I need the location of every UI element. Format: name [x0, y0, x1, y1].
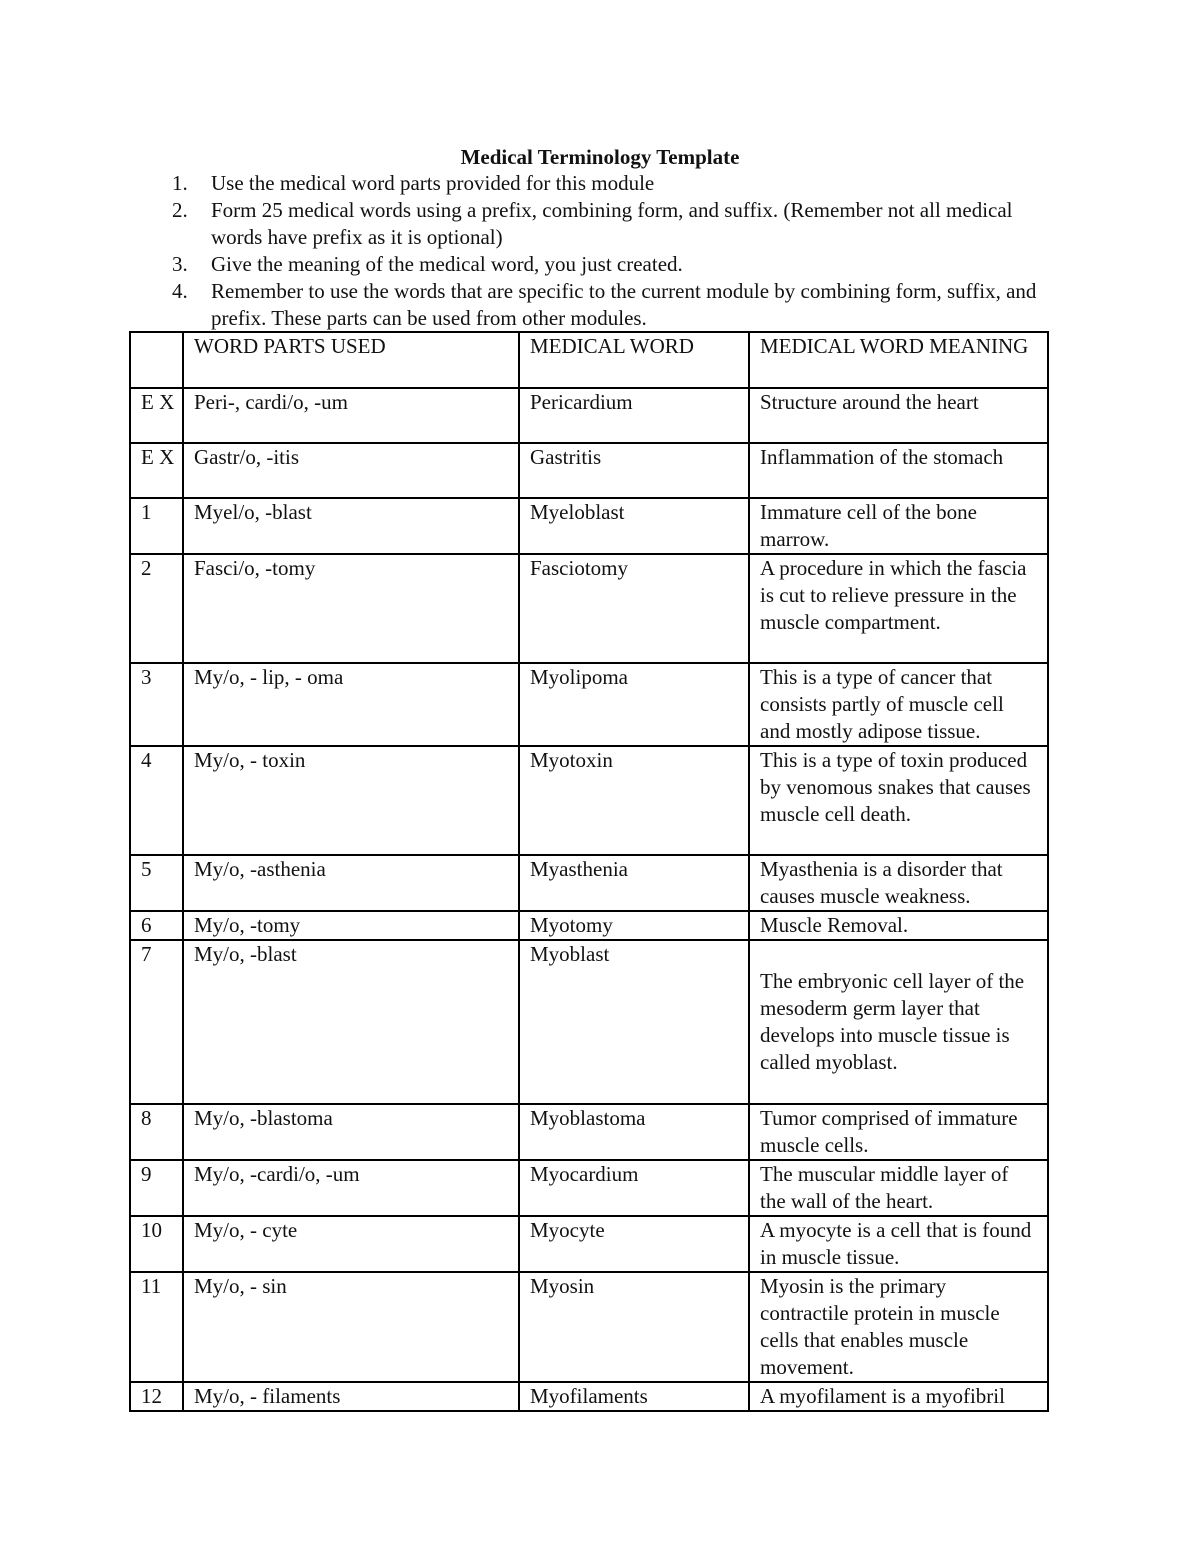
instruction-text: Remember to use the words that are specific to the current module by combining form, suffix, and prefix. These parts can be used from other modules. — [211, 279, 1037, 330]
instruction-number: 1. — [172, 171, 188, 195]
meaning-cell: Immature cell of the bone marrow. — [749, 498, 1048, 554]
medical-word-cell: Myoblast — [519, 940, 749, 1104]
word-parts-cell: Fasci/o, -tomy — [183, 554, 519, 663]
medical-word-cell: Myotomy — [519, 911, 749, 940]
word-parts-cell: My/o, -blastoma — [183, 1104, 519, 1160]
table-row — [130, 940, 1048, 1104]
row-label: 10 — [130, 1216, 183, 1272]
table-row — [130, 1272, 1048, 1382]
table-row — [130, 498, 1048, 554]
meaning-cell: A myocyte is a cell that is found in muscle tissue. — [749, 1216, 1048, 1272]
word-parts-cell: Gastr/o, -itis — [183, 443, 519, 498]
table-row — [130, 554, 1048, 663]
table-row — [130, 388, 1048, 443]
medical-word-cell: Myofilaments — [519, 1382, 749, 1411]
table-row — [130, 1160, 1048, 1216]
header-cell-row-label — [130, 332, 183, 388]
row-label: E X — [130, 388, 183, 443]
word-parts-cell: My/o, - sin — [183, 1272, 519, 1382]
meaning-cell: Myosin is the primary contractile protein in muscle cells that enables muscle movement. — [749, 1272, 1048, 1382]
word-parts-cell: My/o, - toxin — [183, 746, 519, 855]
blank-line — [760, 941, 1039, 968]
table-row — [130, 911, 1048, 940]
row-label: 2 — [130, 554, 183, 663]
row-label: 6 — [130, 911, 183, 940]
meaning-cell — [749, 940, 1048, 1104]
row-label: E X — [130, 443, 183, 498]
instruction-item — [172, 197, 1052, 251]
table-row — [130, 746, 1048, 855]
word-parts-cell: My/o, -cardi/o, -um — [183, 1160, 519, 1216]
meaning-cell: This is a type of toxin produced by venomous snakes that causes muscle cell death. — [749, 746, 1048, 855]
instruction-number: 3. — [172, 252, 188, 276]
word-parts-cell: My/o, -asthenia — [183, 855, 519, 911]
meaning-cell: A myofilament is a myofibril — [749, 1382, 1048, 1411]
meaning-text: The embryonic cell layer of the mesoderm germ layer that develops into muscle tissue is called myoblast. — [760, 969, 1025, 1074]
medical-word-cell: Myolipoma — [519, 663, 749, 746]
table-row — [130, 1216, 1048, 1272]
meaning-cell: This is a type of cancer that consists partly of muscle cell and mostly adipose tissue. — [749, 663, 1048, 746]
row-label: 5 — [130, 855, 183, 911]
meaning-cell: Tumor comprised of immature muscle cells. — [749, 1104, 1048, 1160]
word-parts-cell: My/o, - filaments — [183, 1382, 519, 1411]
meaning-cell: Myasthenia is a disorder that causes muscle weakness. — [749, 855, 1048, 911]
instruction-item — [172, 170, 1052, 197]
header-cell-medical-word: MEDICAL WORD — [519, 332, 749, 388]
table-row — [130, 855, 1048, 911]
row-label: 4 — [130, 746, 183, 855]
terminology-table — [129, 331, 1049, 1412]
table-row — [130, 1382, 1048, 1411]
row-label: 1 — [130, 498, 183, 554]
meaning-cell: Structure around the heart — [749, 388, 1048, 443]
meaning-cell: The muscular middle layer of the wall of the heart. — [749, 1160, 1048, 1216]
meaning-cell: Inflammation of the stomach — [749, 443, 1048, 498]
word-parts-cell: Peri-, cardi/o, -um — [183, 388, 519, 443]
medical-word-cell: Myasthenia — [519, 855, 749, 911]
medical-word-cell: Myocardium — [519, 1160, 749, 1216]
medical-word-cell: Fasciotomy — [519, 554, 749, 663]
medical-word-cell: Myocyte — [519, 1216, 749, 1272]
row-label: 12 — [130, 1382, 183, 1411]
instructions-list — [172, 170, 1052, 332]
medical-word-cell: Myosin — [519, 1272, 749, 1382]
page-title: Medical Terminology Template — [460, 145, 740, 169]
meaning-cell: Muscle Removal. — [749, 911, 1048, 940]
row-label: 11 — [130, 1272, 183, 1382]
word-parts-cell: My/o, - lip, - oma — [183, 663, 519, 746]
row-label: 9 — [130, 1160, 183, 1216]
table-row — [130, 663, 1048, 746]
table-row — [130, 1104, 1048, 1160]
word-parts-cell: Myel/o, -blast — [183, 498, 519, 554]
row-label: 8 — [130, 1104, 183, 1160]
medical-word-cell: Pericardium — [519, 388, 749, 443]
instruction-text: Form 25 medical words using a prefix, combining form, and suffix. (Remember not all medical words have prefix as it is optional) — [211, 198, 1013, 249]
instruction-text: Give the meaning of the medical word, you just created. — [211, 252, 683, 276]
instruction-number: 4. — [172, 279, 188, 303]
word-parts-cell: My/o, -tomy — [183, 911, 519, 940]
header-cell-word-parts: WORD PARTS USED — [183, 332, 519, 388]
table-row — [130, 443, 1048, 498]
medical-word-cell: Gastritis — [519, 443, 749, 498]
instruction-number: 2. — [172, 198, 188, 222]
medical-word-cell: Myoblastoma — [519, 1104, 749, 1160]
row-label: 7 — [130, 940, 183, 1104]
instruction-item — [172, 251, 1052, 278]
medical-word-cell: Myeloblast — [519, 498, 749, 554]
instruction-text: Use the medical word parts provided for this module — [211, 171, 655, 195]
meaning-cell: A procedure in which the fascia is cut to relieve pressure in the muscle compartment. — [749, 554, 1048, 663]
word-parts-cell: My/o, -blast — [183, 940, 519, 1104]
header-cell-meaning: MEDICAL WORD MEANING — [749, 332, 1048, 388]
row-label: 3 — [130, 663, 183, 746]
word-parts-cell: My/o, - cyte — [183, 1216, 519, 1272]
instruction-item — [172, 278, 1052, 332]
table-header-row — [130, 332, 1048, 388]
medical-word-cell: Myotoxin — [519, 746, 749, 855]
